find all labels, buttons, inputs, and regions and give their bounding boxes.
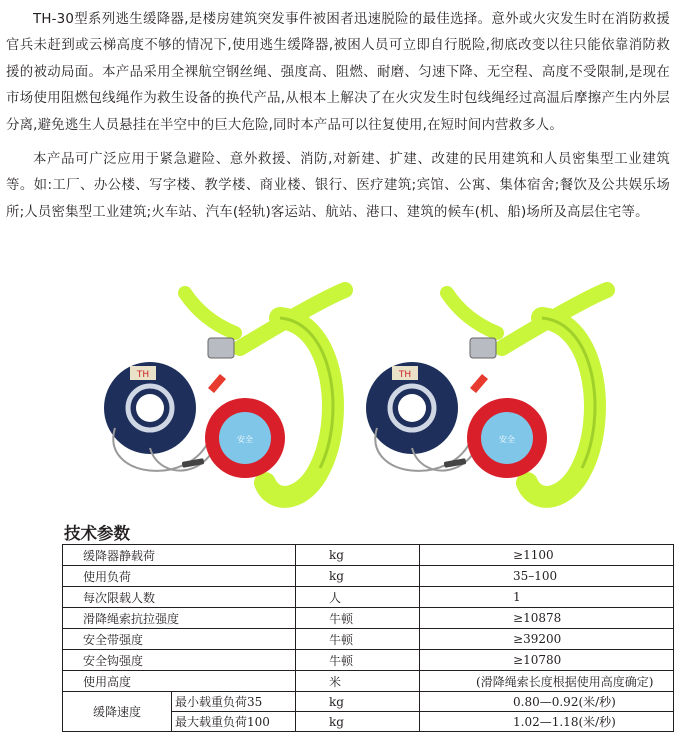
safety-hook (208, 374, 226, 393)
strap-upper (240, 290, 345, 348)
spec-unit: 人 (296, 587, 420, 608)
speed-condition: 最小载重负荷35 (172, 692, 296, 712)
spec-unit: 牛顿 (296, 608, 420, 629)
spec-name: 安全带强度 (63, 629, 296, 650)
intro-paragraph-2: 本产品可广泛应用于紧急避险、意外救援、消防,对新建、扩建、改建的民用建筑和人员密集型工业建筑等。如:工厂、办公楼、写字楼、教学楼、商业楼、银行、医疗建筑;宾馆、公寓、集体宿舍;餐饮及公共娱乐场所;人员密集型工业建筑;火车站、汽车(轻轨)客运站、航站、港口、建筑的候车(机、船)场所及高层住宅等。 (6, 152, 670, 220)
table-row (63, 566, 674, 587)
spec-unit: kg (296, 566, 420, 587)
spec-title: 技术参数 (64, 524, 130, 543)
buckle (208, 338, 234, 358)
spec-name: 安全钩强度 (63, 650, 296, 671)
spec-name: 滑降绳索抗拉强度 (63, 608, 296, 629)
strap-loop (527, 318, 595, 497)
speed-group-label: 缓降速度 (63, 692, 172, 732)
table-row (63, 671, 674, 692)
spec-value: 1.02—1.18(米/秒) (420, 712, 674, 732)
spec-unit: 牛顿 (296, 629, 420, 650)
spec-value: ≥10780 (420, 650, 674, 671)
table-row (63, 692, 674, 712)
table-row (63, 650, 674, 671)
table-row (63, 587, 674, 608)
spec-unit: kg (296, 692, 420, 712)
table-row (63, 629, 674, 650)
reel-center (398, 394, 426, 422)
reel-center (136, 394, 164, 422)
strap-left (447, 293, 497, 333)
spec-value: ≥1100 (420, 545, 674, 566)
spec-value: 1 (420, 587, 674, 608)
table-row (63, 545, 674, 566)
spec-value: ≥10878 (420, 608, 674, 629)
spec-value: 0.80—0.92(米/秒) (420, 692, 674, 712)
buckle (470, 338, 496, 358)
product-photo-right (352, 278, 652, 518)
spec-unit: kg (296, 712, 420, 732)
spec-name: 使用高度 (63, 671, 296, 692)
strap-upper (502, 290, 607, 348)
spec-unit: 米 (296, 671, 420, 692)
table-row (63, 608, 674, 629)
spec-value: ≥39200 (420, 629, 674, 650)
spec-unit: 牛顿 (296, 650, 420, 671)
descender-kit-illustration (352, 278, 652, 518)
strap-left (185, 293, 235, 333)
strap-loop (265, 318, 333, 497)
safety-hook (470, 374, 488, 393)
descender-label: 安全 (237, 435, 253, 444)
spec-table (62, 544, 674, 732)
spec-value: 35–100 (420, 566, 674, 587)
reel-label: TH (136, 370, 150, 380)
intro-paragraph-1: TH-30型系列逃生缓降器,是楼房建筑突发事件被困者迅速脱险的最佳选择。意外或火灾发生时在消防救援官兵未赶到或云梯高度不够的情况下,使用逃生缓降器,被困人员可立即自行脱险,彻底改变以往只能依靠消防救援的被动局面。本产品采用全裸航空钢丝绳、强度高、阻燃、耐磨、匀速下降、无空程、高度不受限制,是现在市场使用阻燃包线绳作为救生设备的换代产品,从根本上解决了在火灾发生时包线绳经过高温后摩擦产生内外层分离,避免逃生人员悬挂在半空中的巨大危险,同时本产品可以往复使用,在短时间内营救多人。 (6, 12, 670, 133)
descender-kit-illustration (90, 278, 390, 518)
spec-unit: kg (296, 545, 420, 566)
descender-label: 安全 (499, 435, 515, 444)
product-photo-left (90, 278, 390, 518)
speed-condition: 最大载重负荷100 (172, 712, 296, 732)
spec-name: 缓降器静载荷 (63, 545, 296, 566)
spec-name: 每次限载人数 (63, 587, 296, 608)
spec-name: 使用负荷 (63, 566, 296, 587)
reel-label: TH (398, 370, 412, 380)
spec-value: (滑降绳索长度根据使用高度确定) (420, 671, 674, 692)
